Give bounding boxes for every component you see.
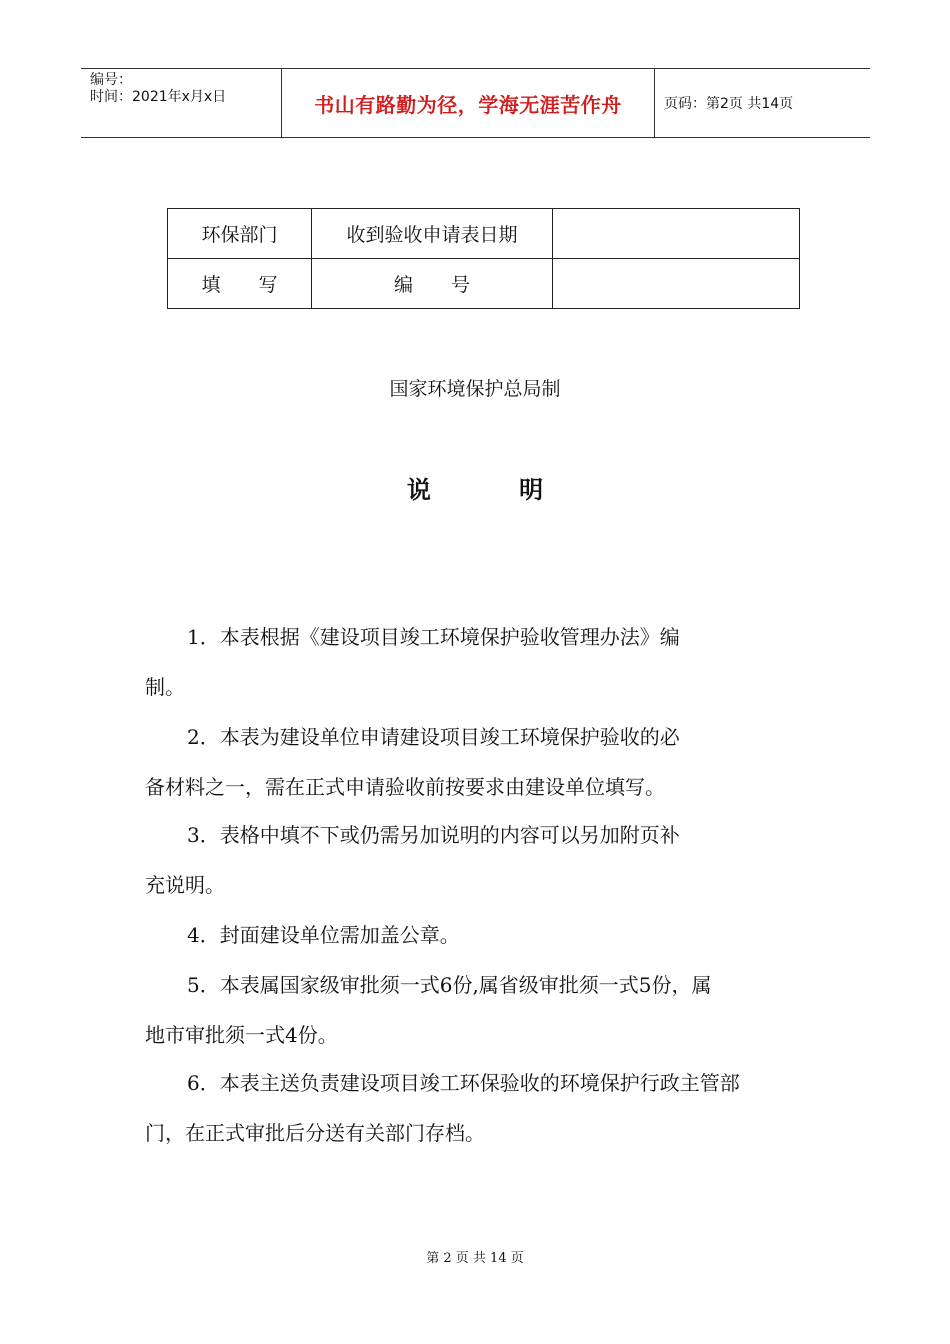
instruction-item: 1．本表根据《建设项目竣工环境保护验收管理办法》编 制。 [145, 625, 680, 699]
header-motto [282, 69, 655, 137]
table-row [168, 209, 800, 259]
page-footer: 第 2 页 共 14 页 [426, 1251, 524, 1266]
date-label-cell: 收到验收申请表日期 [312, 209, 553, 259]
instruction-item: 6．本表主送负责建设项目竣工环保验收的环境保护行政主管部 门，在正式审批后分送有关部门存档。 [145, 1071, 740, 1145]
fill-cell: 填 写 [168, 259, 312, 309]
number-label-cell: 编 号 [312, 259, 553, 309]
header-page-info: 页码：第2页 共14页 [664, 96, 794, 112]
section-title: 说 明 [406, 475, 584, 504]
dept-cell: 环保部门 [168, 209, 312, 259]
instruction-item: 3．表格中填不下或仍需另加说明的内容可以另加附页补 充说明。 [145, 823, 680, 897]
table-row [168, 259, 800, 309]
number-label: 编号： [90, 72, 132, 88]
page-header [81, 68, 870, 138]
header-meta [81, 69, 282, 137]
instruction-item: 5．本表属国家级审批须一式6份,属省级审批须一式5份，属 地市审批须一式4份。 [145, 973, 712, 1047]
time-label: 时间：2021年x月x日 [90, 89, 227, 105]
instruction-item: 4．封面建设单位需加盖公章。 [187, 923, 460, 947]
number-value-cell[interactable] [553, 259, 800, 309]
issuer-text: 国家环境保护总局制 [389, 378, 561, 400]
dept-table [167, 208, 800, 309]
date-value-cell[interactable] [553, 209, 800, 259]
motto-text: 书山有路勤为径，学海无涯苦作舟 [314, 92, 622, 117]
instruction-item: 2．本表为建设单位申请建设项目竣工环境保护验收的必 备材料之一，需在正式申请验收前按要求由建设单位填写。 [145, 725, 680, 799]
